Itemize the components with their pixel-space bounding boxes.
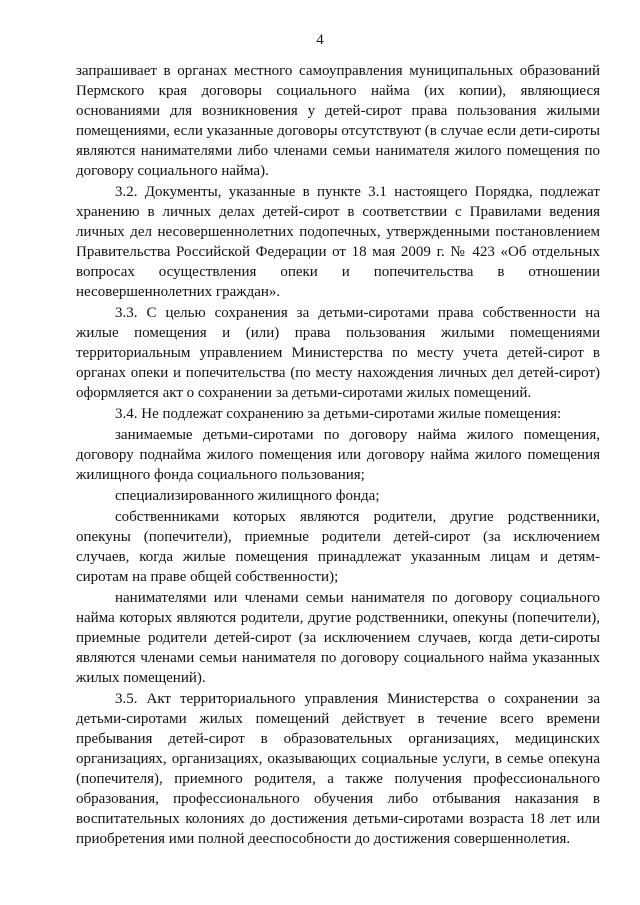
- paragraph: специализированного жилищного фонда;: [115, 488, 380, 504]
- paragraph: собственниками которых являются родители, другие родственники, опекуны (попечители), приемные родители детей-сирот (за исключением случаев, когда жилые помещения принадлежат указанным лицам и детям-сиротам на праве общей собственности);: [76, 509, 600, 585]
- paragraph: 3.4. Не подлежат сохранению за детьми-сиротами жилые помещения:: [115, 406, 562, 422]
- paragraph: запрашивает в органах местного самоуправления муниципальных образований Пермского края договоры социального найма (их копии), являющиеся основаниями для возникновения у детей-сирот права пользования жилыми помещениями, если указанные договоры отсутствуют (в случае если дети-сироты являются нанимателями либо членами семьи нанимателя жилого помещения по договору социального найма).: [76, 63, 600, 179]
- paragraph: занимаемые детьми-сиротами по договору найма жилого помещения, договору поднайма жилого помещения или договору найма жилого помещения жилищного фонда социального пользования;: [76, 427, 600, 483]
- document-body: [76, 61, 600, 849]
- paragraph: 3.5. Акт территориального управления Министерства о сохранении за детьми-сиротами жилых помещений действует в течение всего времени пребывания детей-сирот в образовательных организациях, медицинских организациях, организациях, оказывающих социальные услуги, в семье опекуна (попечителя), приемного родителя, а также получения профессионального образования, профессионального обучения либо отбывания наказания в воспитательных колониях до достижения детьми-сиротами возраста 18 лет или приобретения ими полной дееспособности до достижения совершеннолетия.: [76, 691, 600, 847]
- page-number: 4: [316, 32, 324, 48]
- paragraph: нанимателями или членами семьи нанимателя по договору социального найма которых являются родители, другие родственники, опекуны (попечители), приемные родители детей-сирот (за исключением случаев, когда дети-сироты являются членами семьи нанимателя по договору социального найма указанных жилых помещений).: [76, 590, 600, 686]
- paragraph: 3.2. Документы, указанные в пункте 3.1 настоящего Порядка, подлежат хранению в личных делах детей-сирот в соответствии с Правилами ведения личных дел несовершеннолетних подопечных, утвержденными постановлением Правительства Российской Федерации от 18 мая 2009 г. № 423 «Об отдельных вопросах осуществления опеки и попечительства в отношении несовершеннолетних граждан».: [76, 184, 600, 300]
- paragraph: 3.3. С целью сохранения за детьми-сиротами права собственности на жилые помещения и (или) права пользования жилыми помещениями территориальным управлением Министерства по месту учета детей-сирот в органах опеки и попечительства (по месту нахождения личных дел детей-сирот) оформляется акт о сохранении за детьми-сиротами жилых помещений.: [76, 305, 600, 401]
